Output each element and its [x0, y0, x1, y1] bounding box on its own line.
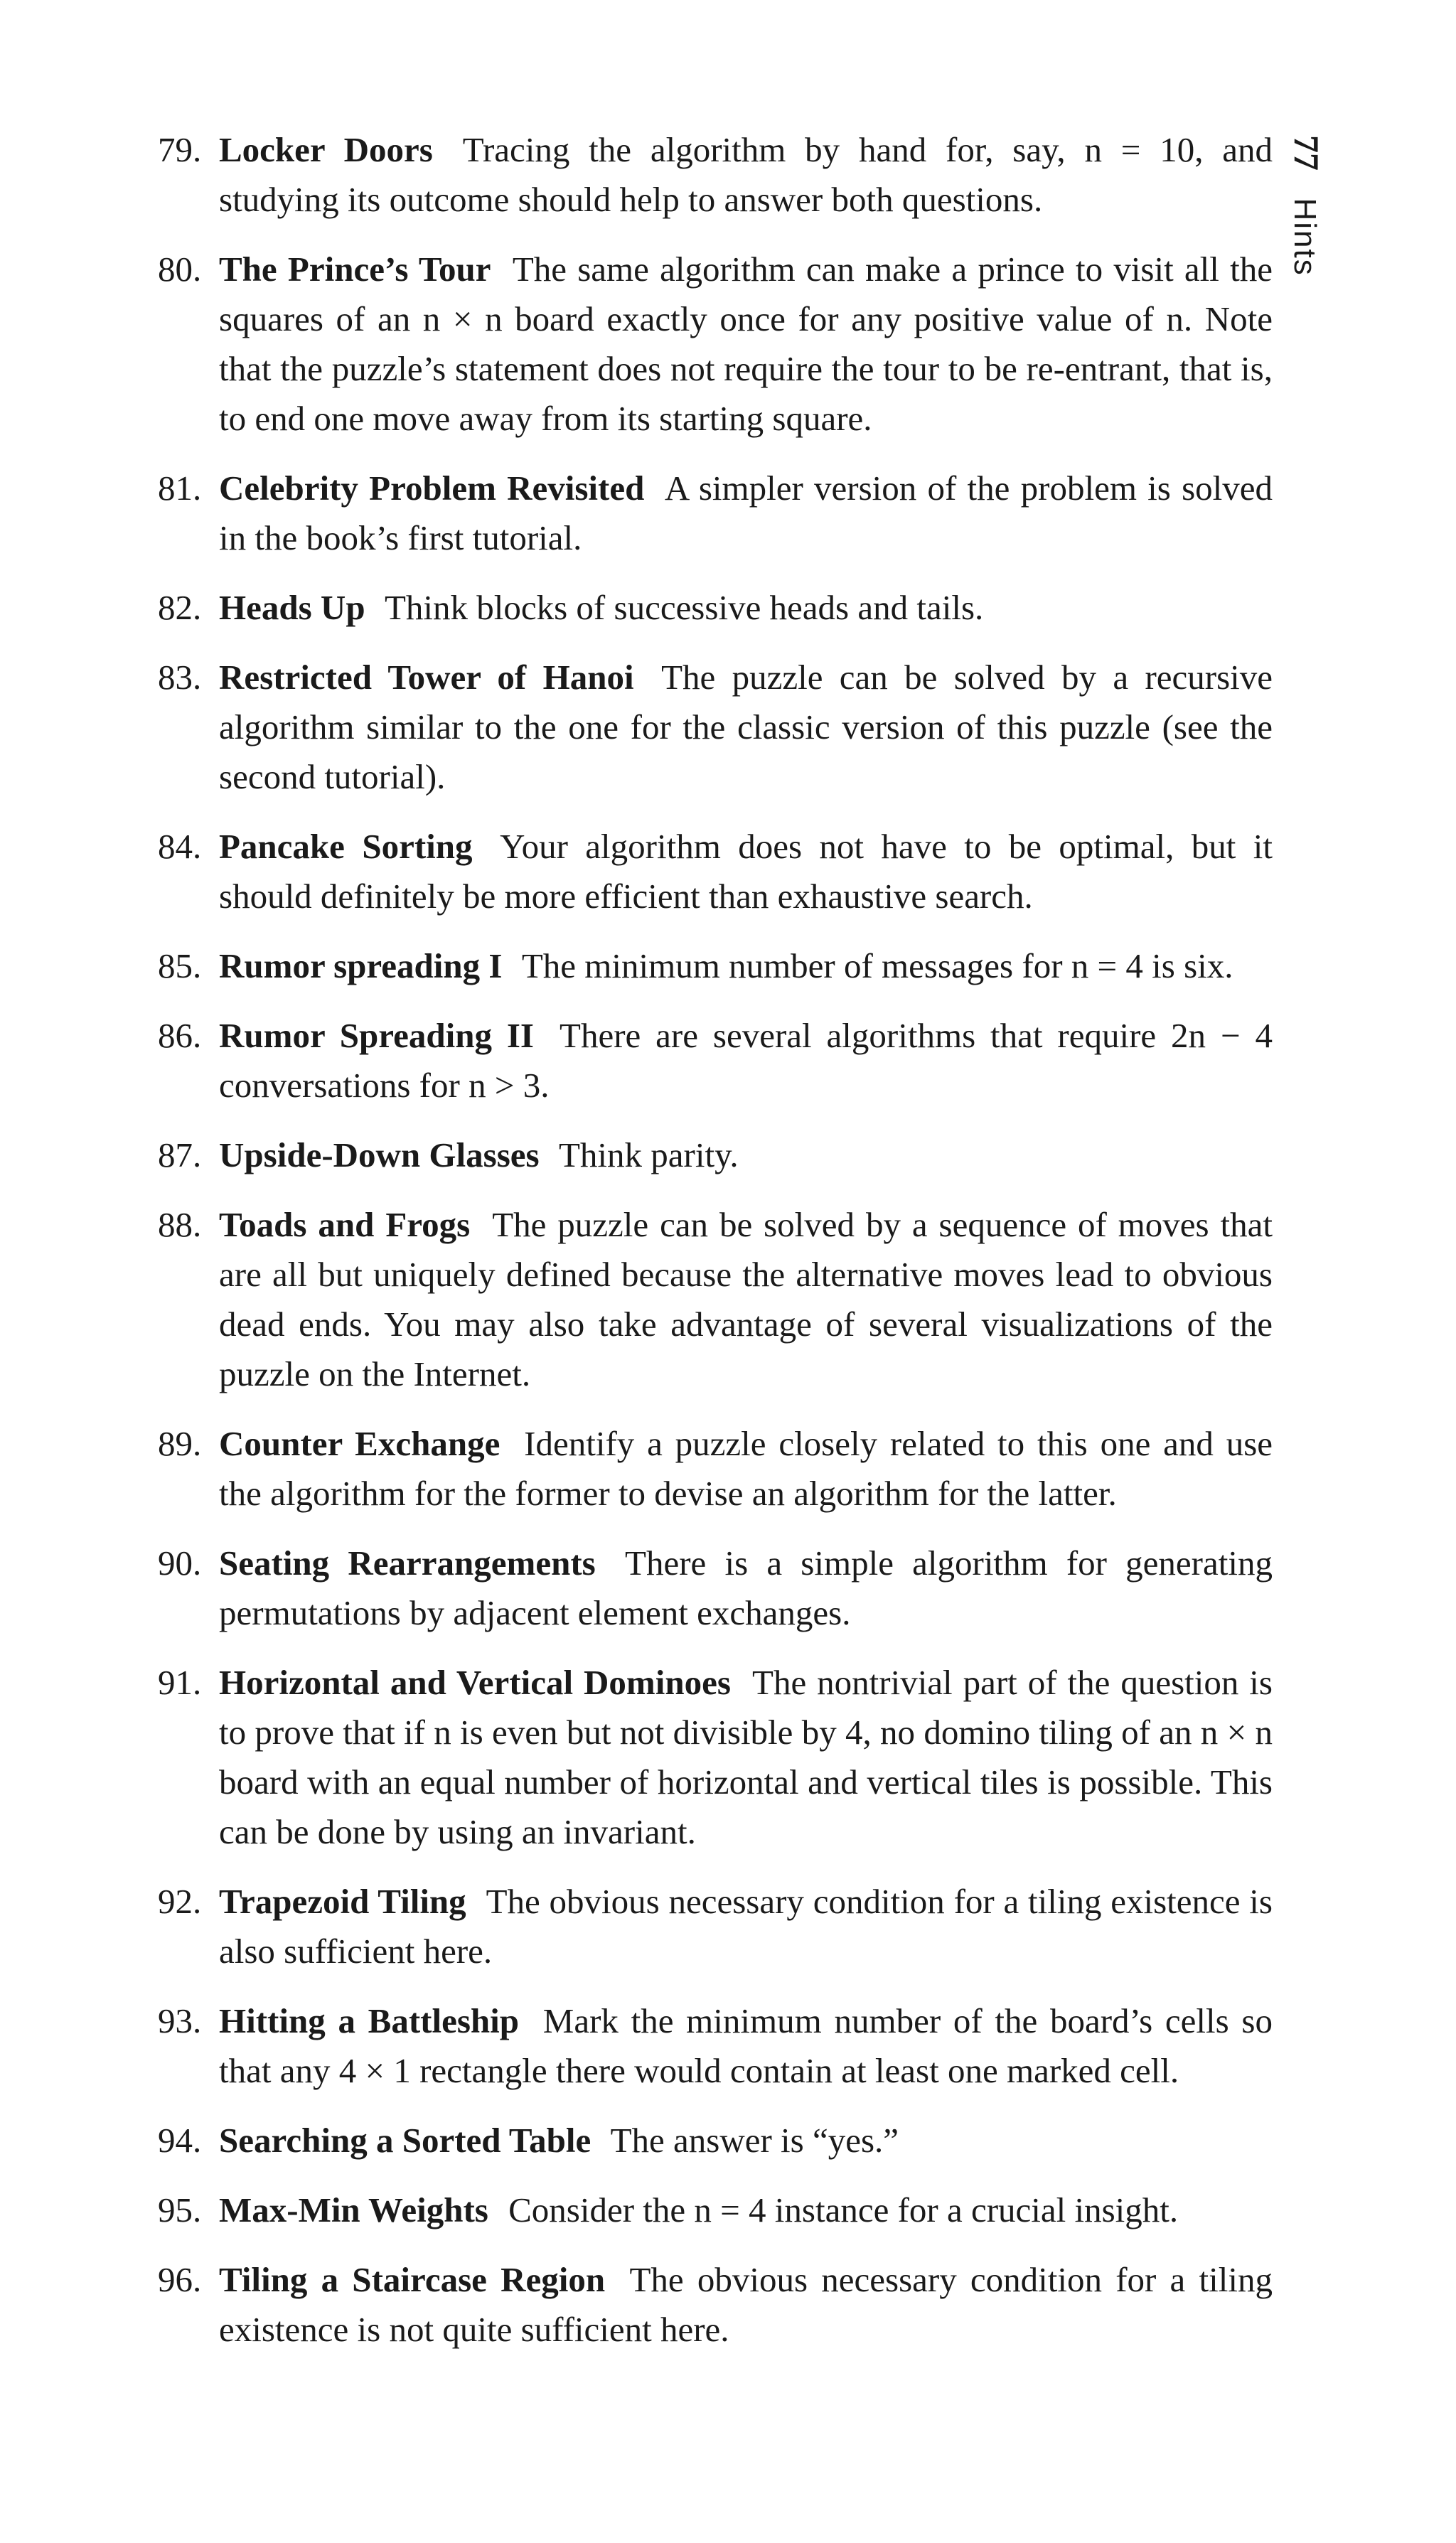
- hint-title: Celebrity Problem Revisited: [219, 469, 645, 508]
- hint-title: Pancake Sorting: [219, 827, 473, 866]
- hint-title: Seating Rearrangements: [219, 1543, 596, 1583]
- hint-title: Rumor spreading I: [219, 946, 503, 985]
- hint-text: Think parity.: [558, 1135, 739, 1174]
- hint-text: The same algorithm can make a prince to visit all the squares of an n × n board exactly once for any positive value of n. Note that the puzzle’s statement does not require the tour to be re-entrant, that is, to end one move away from its starting square.: [219, 250, 1273, 438]
- hint-number: 94.: [158, 2121, 202, 2160]
- hint-number: 84.: [158, 827, 202, 866]
- hint-item: [158, 1538, 1273, 1638]
- hint-item: [158, 1419, 1273, 1519]
- hint-text: The minimum number of messages for n = 4 is six.: [521, 946, 1233, 985]
- hint-title: Locker Doors: [219, 130, 433, 169]
- hint-number: 86.: [158, 1016, 202, 1055]
- hint-number: 95.: [158, 2190, 202, 2229]
- hint-number: 83.: [158, 658, 202, 697]
- hint-title: Rumor Spreading II: [219, 1016, 534, 1055]
- hint-item: [158, 2185, 1273, 2235]
- hint-item: [158, 1130, 1273, 1180]
- hint-text: Tracing the algorithm by hand for, say, n = 10, and studying its outcome should help to answer both questions.: [219, 130, 1273, 219]
- hint-number: 90.: [158, 1543, 202, 1583]
- hint-item: [158, 822, 1273, 921]
- hint-number: 96.: [158, 2260, 202, 2299]
- hint-title: Restricted Tower of Hanoi: [219, 658, 634, 697]
- section-title: Hints: [1288, 198, 1322, 277]
- hint-item: [158, 1200, 1273, 1399]
- hint-title: Max-Min Weights: [219, 2190, 488, 2229]
- hint-text: Think blocks of successive heads and tails.: [384, 588, 984, 627]
- hint-number: 80.: [158, 250, 202, 289]
- hint-number: 93.: [158, 2001, 202, 2040]
- page-number: 77: [1287, 135, 1327, 171]
- hint-item: [158, 1011, 1273, 1110]
- hint-title: Counter Exchange: [219, 1424, 500, 1463]
- hint-text: The puzzle can be solved by a recursive algorithm similar to the one for the classic version of this puzzle (see the second tutorial).: [219, 658, 1273, 796]
- hint-text: The nontrivial part of the question is to prove that if n is even but not divisible by 4, no domino tiling of an n × n board with an equal number of horizontal and vertical tiles is possible. This can be done by using an invariant.: [219, 1663, 1273, 1851]
- hint-item: [158, 245, 1273, 444]
- hint-item: [158, 653, 1273, 802]
- hint-number: 92.: [158, 1882, 202, 1921]
- hint-title: Upside-Down Glasses: [219, 1135, 540, 1174]
- hint-number: 89.: [158, 1424, 202, 1463]
- hint-text: Mark the minimum number of the board’s cells so that any 4 × 1 rectangle there would contain at least one marked cell.: [219, 2001, 1273, 2090]
- hint-item: [158, 125, 1273, 225]
- hint-title: Heads Up: [219, 588, 365, 627]
- hint-item: [158, 2255, 1273, 2355]
- hint-item: [158, 583, 1273, 633]
- hint-number: 87.: [158, 1135, 202, 1174]
- hint-title: Horizontal and Vertical Dominoes: [219, 1663, 731, 1702]
- hint-title: Toads and Frogs: [219, 1205, 471, 1244]
- hint-text: There is a simple algorithm for generating permutations by adjacent element exchanges.: [219, 1543, 1273, 1632]
- hint-number: 91.: [158, 1663, 202, 1702]
- hint-title: Tiling a Staircase Region: [219, 2260, 606, 2299]
- hint-item: [158, 1996, 1273, 2096]
- hint-number: 85.: [158, 946, 202, 985]
- hint-text: Consider the n = 4 instance for a crucial insight.: [508, 2190, 1179, 2229]
- hint-text: Identify a puzzle closely related to this one and use the algorithm for the former to devise an algorithm for the latter.: [219, 1424, 1273, 1513]
- hint-number: 79.: [158, 130, 202, 169]
- hint-text: There are several algorithms that require 2n − 4 conversations for n > 3.: [219, 1016, 1273, 1105]
- hint-text: The obvious necessary condition for a tiling existence is also sufficient here.: [219, 1882, 1273, 1971]
- hint-number: 82.: [158, 588, 202, 627]
- hint-item: [158, 1658, 1273, 1857]
- hint-text: Your algorithm does not have to be optimal, but it should definitely be more efficient than exhaustive search.: [219, 827, 1273, 916]
- hint-title: Searching a Sorted Table: [219, 2121, 592, 2160]
- hints-list: [158, 125, 1273, 2375]
- hint-item: [158, 464, 1273, 563]
- hint-text: The answer is “yes.”: [610, 2121, 899, 2160]
- hint-text: The obvious necessary condition for a tiling existence is not quite sufficient here.: [219, 2260, 1273, 2349]
- hint-text: A simpler version of the problem is solved in the book’s first tutorial.: [219, 469, 1273, 557]
- hint-number: 88.: [158, 1205, 202, 1244]
- hint-number: 81.: [158, 469, 202, 508]
- hint-item: [158, 941, 1273, 991]
- hint-title: Hitting a Battleship: [219, 2001, 520, 2040]
- running-head: [1285, 135, 1328, 277]
- hint-item: [158, 1877, 1273, 1976]
- hint-text: The puzzle can be solved by a sequence of moves that are all but uniquely defined because the alternative moves lead to obvious dead ends. You may also take advantage of several visualizations of the puzzle on the Internet.: [219, 1205, 1273, 1393]
- hint-title: The Prince’s Tour: [219, 250, 491, 289]
- hint-title: Trapezoid Tiling: [219, 1882, 466, 1921]
- hint-item: [158, 2116, 1273, 2165]
